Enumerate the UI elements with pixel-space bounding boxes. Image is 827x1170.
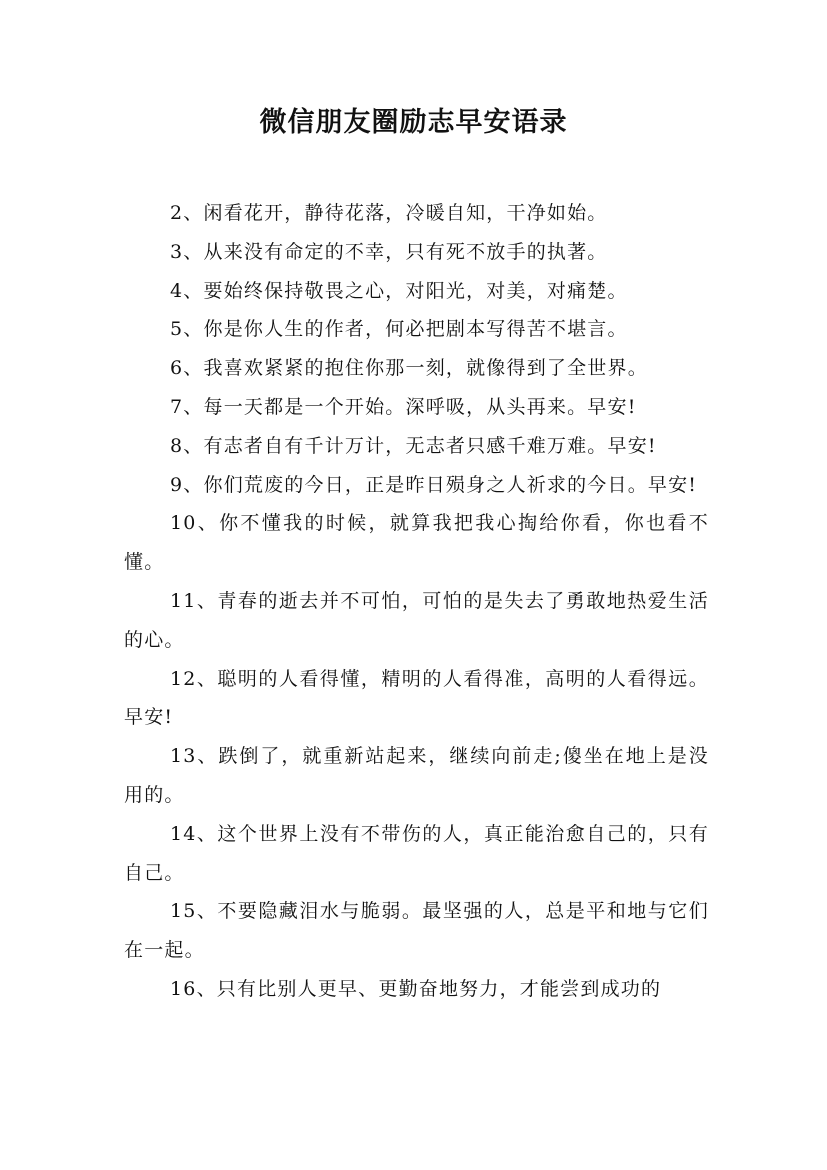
paragraph: 3、从来没有命定的不幸，只有死不放手的执著。 — [170, 240, 608, 263]
paragraph: 13、跌倒了，就重新站起来，继续向前走;傻坐在地上是没用的。 — [124, 745, 709, 806]
paragraph: 8、有志者自有千计万计，无志者只感千难万难。早安! — [170, 434, 657, 457]
document-body — [124, 194, 709, 1009]
paragraph: 2、闲看花开，静待花落，冷暖自知，干净如始。 — [170, 202, 608, 224]
paragraph: 15、不要隐藏泪水与脆弱。最坚强的人，总是平和地与它们在一起。 — [124, 900, 709, 962]
paragraph: 4、要始终保持敬畏之心，对阳光，对美，对痛楚。 — [170, 279, 628, 302]
document-title: 微信朋友圈励志早安语录 — [259, 107, 568, 138]
paragraph: 9、你们荒废的今日，正是昨日殒身之人祈求的今日。早安! — [170, 473, 698, 496]
paragraph: 14、这个世界上没有不带伤的人，真正能治愈自己的，只有自己。 — [124, 822, 709, 884]
paragraph: 10、你不懂我的时候，就算我把我心掏给你看，你也看不懂。 — [124, 512, 709, 574]
paragraph: 12、聪明的人看得懂，精明的人看得准，高明的人看得远。早安! — [124, 667, 709, 729]
paragraph: 7、每一天都是一个开始。深呼吸，从头再来。早安! — [170, 395, 637, 418]
paragraph: 11、青春的逝去并不可怕，可怕的是失去了勇敢地热爱生活的心。 — [124, 589, 709, 651]
paragraph: 6、我喜欢紧紧的抱住你那一刻，就像得到了全世界。 — [170, 357, 648, 380]
paragraph: 5、你是你人生的作者，何必把剧本写得苦不堪言。 — [170, 318, 628, 341]
paragraph: 16、只有比别人更早、更勤奋地努力，才能尝到成功的 — [170, 977, 662, 1000]
